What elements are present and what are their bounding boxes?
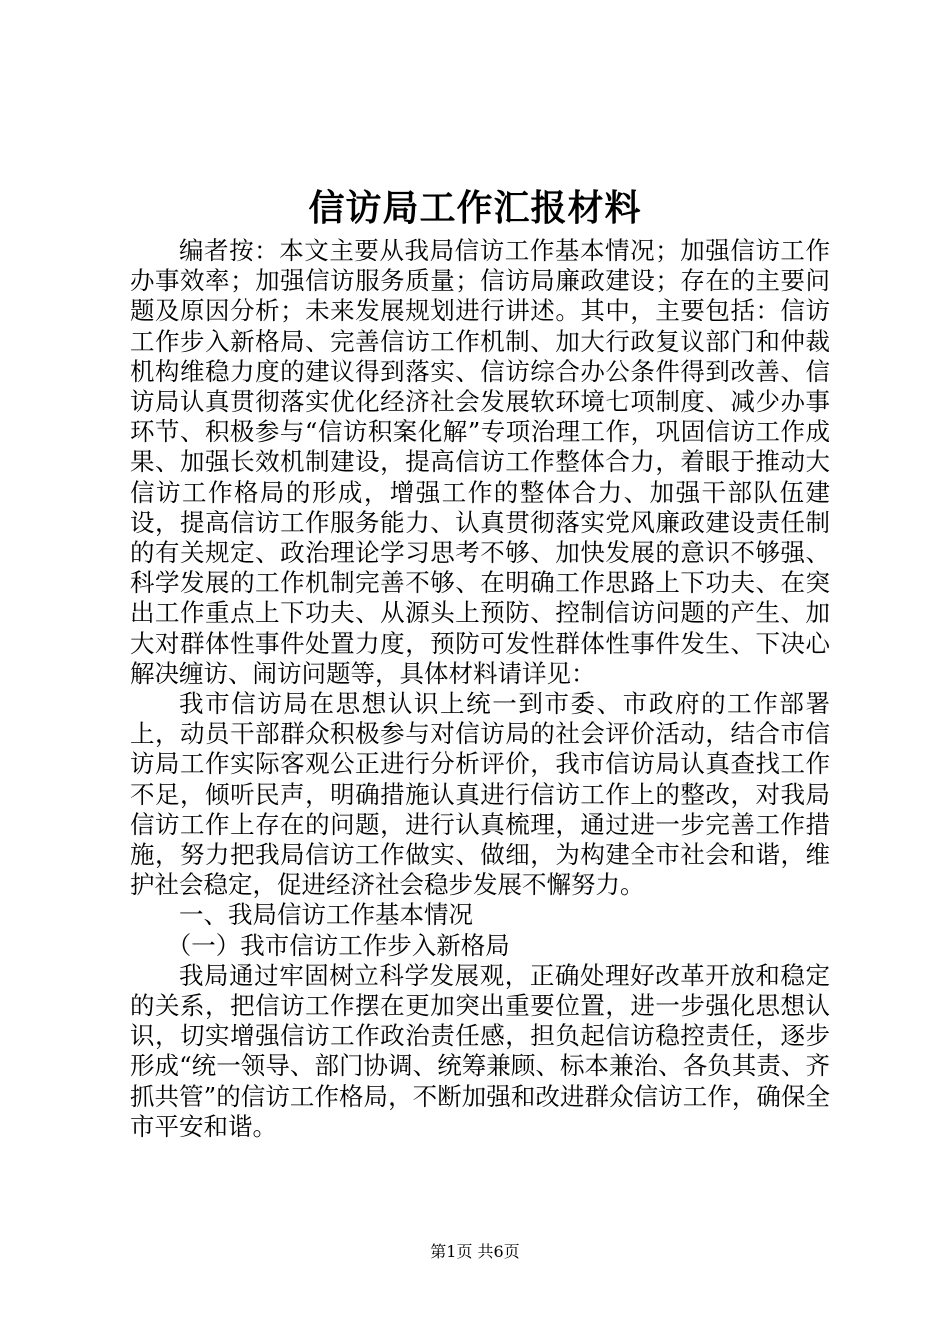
page-number-footer: 第1页 共6页 [430, 1242, 520, 1261]
section-paragraph: 我局通过牢固树立科学发展观，正确处理好改革开放和稳定的关系，把信访工作摆在更加突出重要位置，进一步强化思想认识，切实增强信访工作政治责任感，担负起信访稳控责任，逐步形成“统一领导、部门协调、统筹兼顾、标本兼治、各负其责、齐抓共管”的信访工作格局，不断加强和改进群众信访工作，确保全市平安和谐。 [130, 960, 830, 1141]
editor-note-paragraph: 编者按：本文主要从我局信访工作基本情况；加强信访工作办事效率；加强信访服务质量；信访局廉政建设；存在的主要问题及原因分析；未来发展规划进行讲述。其中，主要包括：信访工作步入新格局、完善信访工作机制、加大行政复议部门和仲裁机构维稳力度的建议得到落实、信访综合办公条件得到改善、信访局认真贯彻落实优化经济社会发展软环境七项制度、减少办事环节、积极参与“信访积案化解”专项治理工作，巩固信访工作成果、加强长效机制建设，提高信访工作整体合力，着眼于推动大信访工作格局的形成，增强工作的整体合力、加强干部队伍建设，提高信访工作服务能力、认真贯彻落实党风廉政建设责任制的有关规定、政治理论学习思考不够、加快发展的意识不够强、科学发展的工作机制完善不够、在明确工作思路上下功夫、在突出工作重点上下功夫、从源头上预防、控制信访问题的产生、加大对群体性事件处置力度，预防可发性群体性事件发生、下决心解决缠访、闹访问题等，具体材料请详见： [130, 236, 830, 688]
document-title: 信访局工作汇报材料 [308, 187, 642, 229]
intro-paragraph: 我市信访局在思想认识上统一到市委、市政府的工作部署上，动员干部群众积极参与对信访局的社会评价活动，结合市信访局工作实际客观公正进行分析评价，我市信访局认真查找工作不足，倾听民声，明确措施认真进行信访工作上的整改，对我局信访工作上存在的问题，进行认真梳理，通过进一步完善工作措施，努力把我局信访工作做实、做细，为构建全市社会和谐，维护社会稳定，促进经济社会稳步发展不懈努力。 [130, 689, 830, 900]
section-heading: 一、我局信访工作基本情况 [179, 900, 473, 930]
document-body [130, 236, 830, 1142]
subsection-heading: （一）我市信访工作步入新格局 [166, 930, 510, 960]
